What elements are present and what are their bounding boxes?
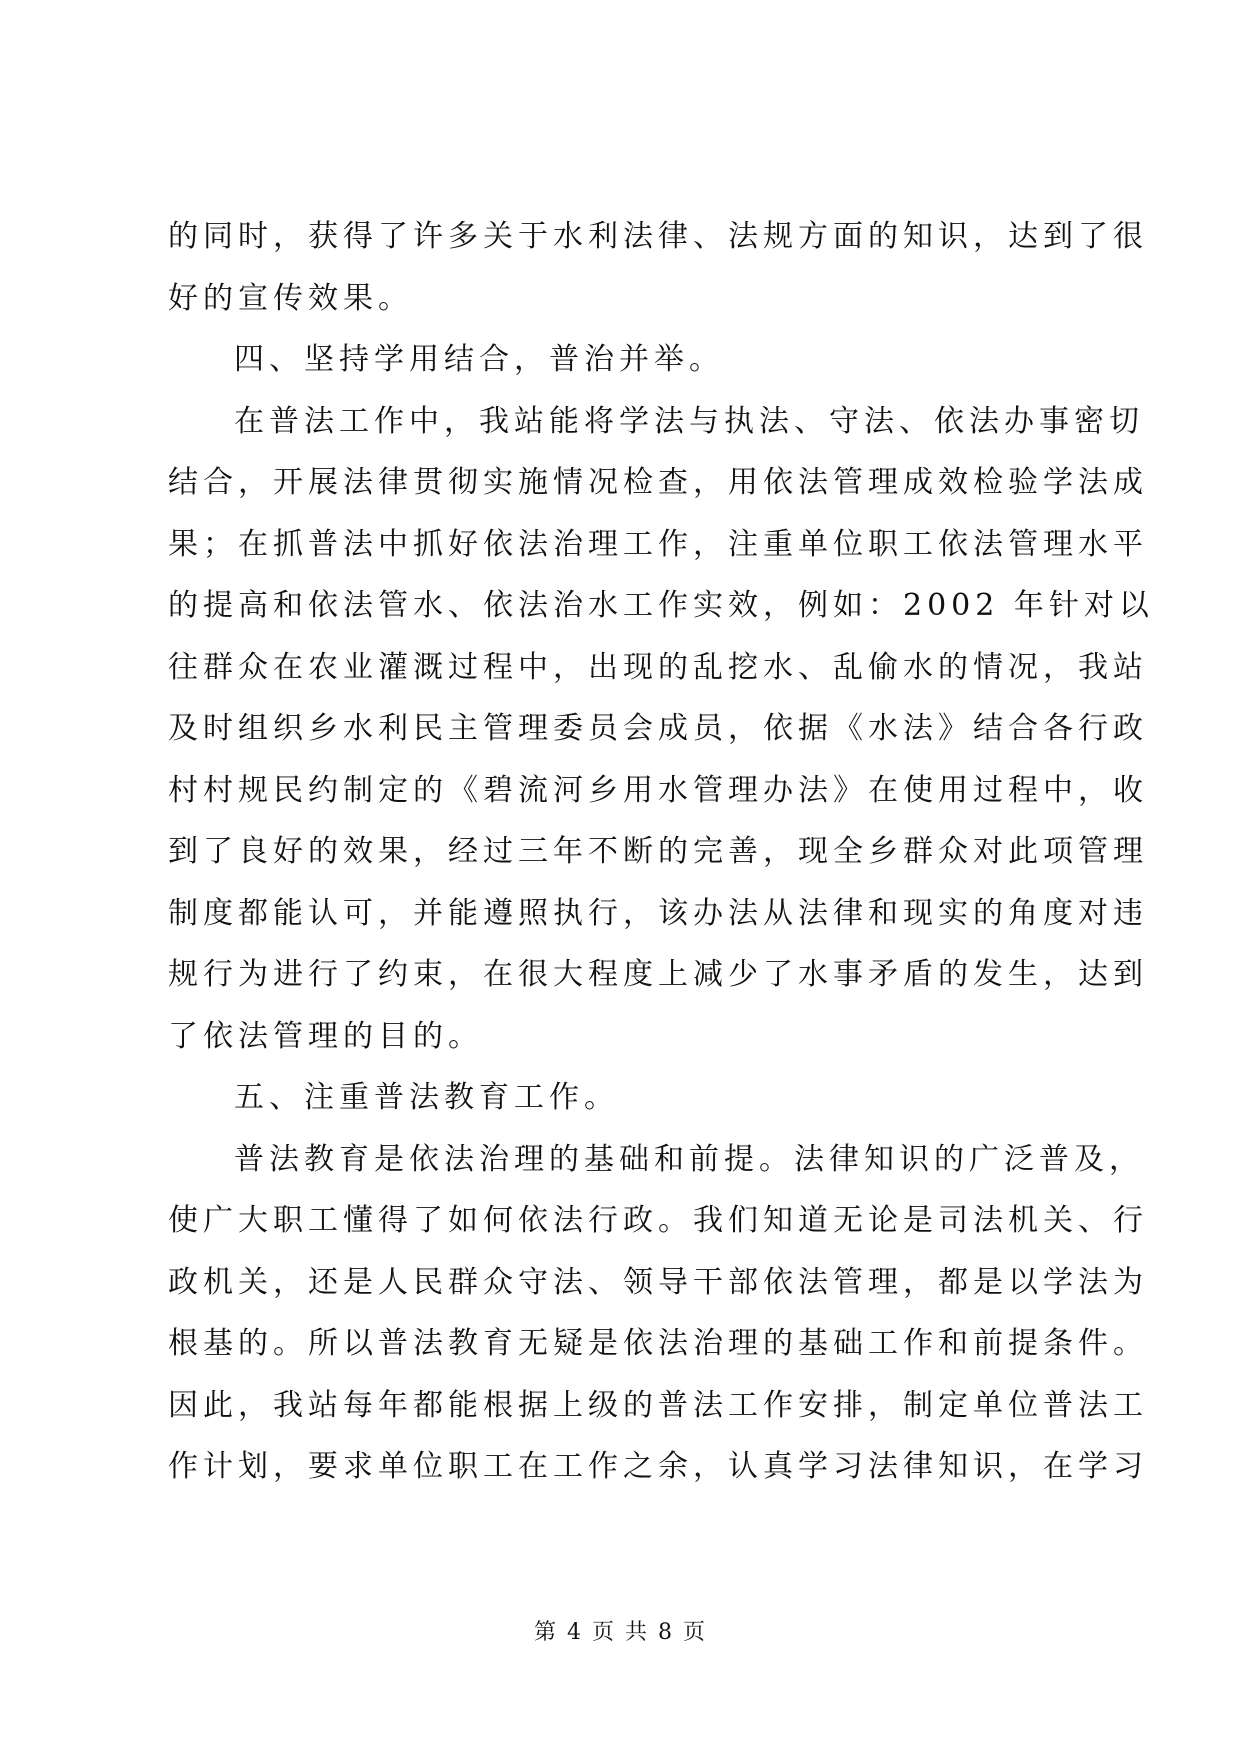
text-line: 政机关，还是人民群众守法、领导干部依法管理，都是以学法为	[168, 1264, 1148, 1300]
text-line: 的同时，获得了许多关于水利法律、法规方面的知识，达到了很	[168, 219, 1148, 254]
text-line: 村村规民约制定的《碧流河乡用水管理办法》在使用过程中，收	[168, 772, 1148, 808]
page-footer	[0, 1615, 1241, 1646]
text-line: 到了良好的效果，经过三年不断的完善，现全乡群众对此项管理	[168, 834, 1148, 869]
text-line: 使广大职工懂得了如何依法行政。我们知道无论是司法机关、行	[168, 1203, 1148, 1238]
text-line: 及时组织乡水利民主管理委员会成员，依据《水法》结合各行政	[168, 711, 1148, 746]
text-line: 在普法工作中，我站能将学法与执法、守法、依法办事密切	[234, 403, 1144, 439]
page-number: 第 4 页 共 8 页	[534, 1620, 707, 1645]
text-line: 果；在抓普法中抓好依法治理工作，注重单位职工依法管理水平	[168, 526, 1148, 562]
text-line: 根基的。所以普法教育无疑是依法治理的基础工作和前提条件。	[168, 1326, 1148, 1361]
text-line: 因此，我站每年都能根据上级的普法工作安排，制定单位普法工	[168, 1387, 1148, 1423]
section-heading: 五、注重普法教育工作。	[234, 1080, 619, 1115]
text-line: 普法教育是依法治理的基础和前提。法律知识的广泛普及，	[234, 1141, 1144, 1177]
text-line: 好的宣传效果。	[168, 280, 413, 316]
body-text	[168, 206, 1154, 1498]
text-line: 结合，开展法律贯彻实施情况检查，用依法管理成效检验学法成	[168, 465, 1148, 500]
text-line: 了依法管理的目的。	[168, 1018, 483, 1054]
text-line: 的提高和依法管水、依法治水工作实效，例如：2002 年针对以	[168, 588, 1154, 623]
text-line: 制度都能认可，并能遵照执行，该办法从法律和现实的角度对违	[168, 895, 1148, 931]
section-heading: 四、坚持学用结合，普治并举。	[234, 342, 724, 377]
text-line: 规行为进行了约束，在很大程度上减少了水事矛盾的发生，达到	[168, 957, 1148, 992]
text-line: 往群众在农业灌溉过程中，出现的乱挖水、乱偷水的情况，我站	[168, 649, 1148, 685]
text-line: 作计划，要求单位职工在工作之余，认真学习法律知识，在学习	[168, 1449, 1148, 1484]
